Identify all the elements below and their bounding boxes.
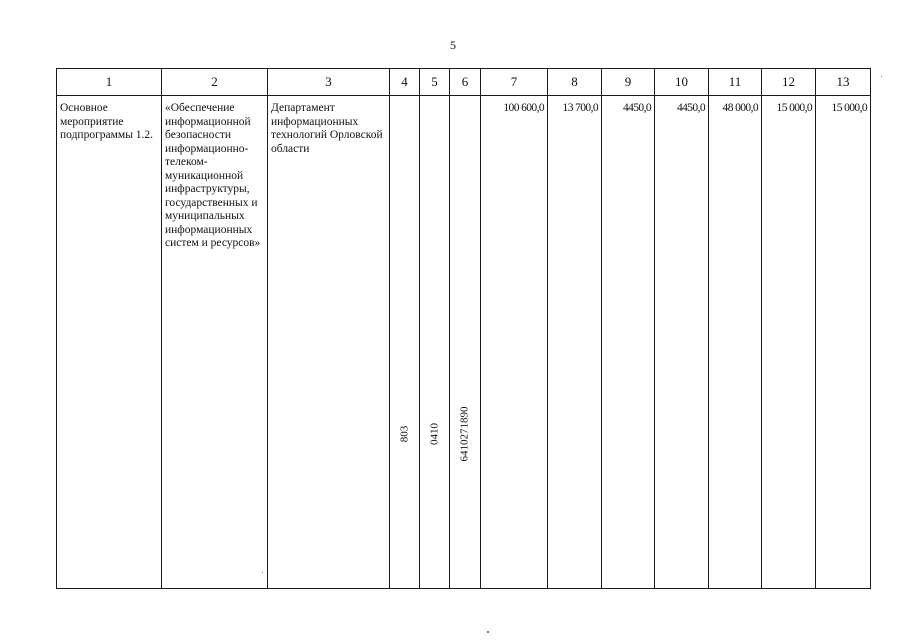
scan-speck (262, 572, 263, 573)
header-col-3: 3 (268, 69, 390, 96)
section-code-cell (420, 96, 450, 589)
header-row (57, 69, 871, 96)
header-col-7: 7 (481, 69, 548, 96)
header-col-11: 11 (709, 69, 762, 96)
header-col-1: 1 (57, 69, 162, 96)
target-article-cell (450, 96, 481, 589)
activity-title-cell: «Обеспечение информационной безопасности информационно-телеком-муникационной инфраструктуры, государственных и муниципальных информационных систем и ресурсов» (162, 96, 268, 589)
amount-col-11: 48 000,0 (709, 96, 762, 589)
amount-col-13: 15 000,0 (816, 96, 871, 589)
section-code-text: 0410 (427, 423, 440, 445)
activity-name-cell: Основное мероприятие подпрограммы 1.2. (57, 96, 162, 589)
responsible-executor-cell: Департамент информационных технологий Орловской области (268, 96, 390, 589)
header-col-4: 4 (390, 69, 420, 96)
header-col-5: 5 (420, 69, 450, 96)
header-col-10: 10 (655, 69, 709, 96)
header-col-13: 13 (816, 69, 871, 96)
page-number: 5 (450, 38, 456, 52)
header-col-9: 9 (602, 69, 655, 96)
scan-speck (881, 76, 882, 77)
header-col-12: 12 (762, 69, 816, 96)
amount-col-7: 100 600,0 (481, 96, 548, 589)
amount-col-8: 13 700,0 (548, 96, 602, 589)
amount-col-9: 4450,0 (602, 96, 655, 589)
scan-speck (487, 631, 489, 633)
grbs-code-cell (390, 96, 420, 589)
header-col-6: 6 (450, 69, 481, 96)
amount-col-10: 4450,0 (655, 96, 709, 589)
header-col-2: 2 (162, 69, 268, 96)
grbs-code-text: 803 (397, 425, 410, 443)
target-article-text: 6410271890 (458, 406, 471, 462)
header-col-8: 8 (548, 69, 602, 96)
table-row (57, 96, 871, 589)
budget-table (56, 68, 871, 589)
amount-col-12: 15 000,0 (762, 96, 816, 589)
